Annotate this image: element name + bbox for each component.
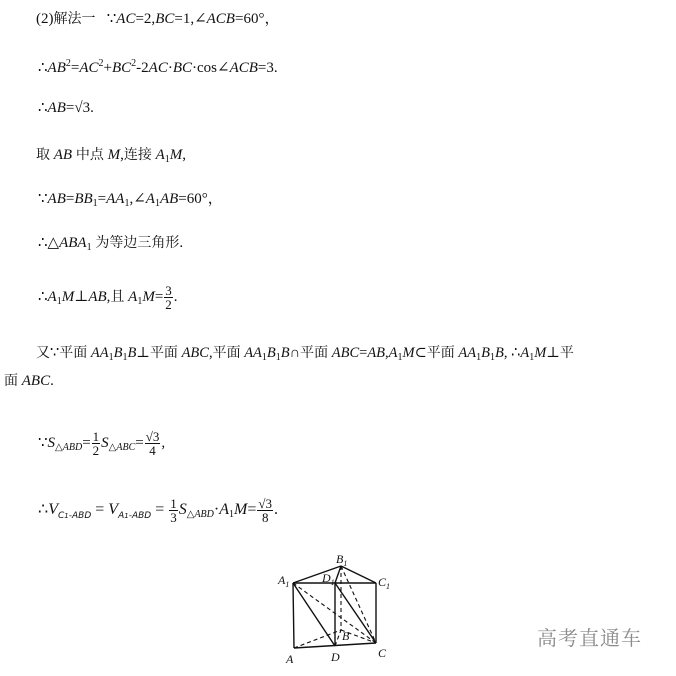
line-9: 面 ABC. [4, 373, 54, 389]
label-C1: $C_1$ [378, 575, 391, 591]
line-3: ∴AB=√3. [38, 100, 94, 116]
because-symbol: ∵ [106, 11, 117, 27]
label-D1: $D_1$ [322, 571, 335, 587]
line-1: (2)解法一 ∵AC=2,BC=1,∠ACB=60°， [36, 11, 280, 27]
fraction: $\frac{1}{3}$ [170, 496, 177, 525]
prism-figure [270, 545, 400, 670]
fraction: $\frac{√3}{4}$ [145, 429, 160, 458]
part-label: (2) [36, 11, 54, 27]
line-5: $\because AB=BB_1=AA_1,\angle A_1AB=60^\circ$， [38, 191, 223, 209]
label-C: C [378, 646, 387, 660]
label-A1: $A_1$ [278, 573, 290, 589]
line-11: $\therefore V_{C1-ABD} = V_{A1-ABD}$ = $\frac{1}{3}$ $S_{\triangle ABD}\cdot A_1M=$ $\frac{√3}{8}$ . [38, 496, 279, 525]
therefore-symbol: ∴ [38, 100, 48, 116]
because-symbol: ∵ [38, 191, 48, 207]
therefore-symbol: ∴ [38, 235, 48, 251]
line-7: $\therefore A_1M\perp AB$,且 $A_1M=$ $\frac{3}{2}$ . [38, 283, 178, 312]
label-B1: $B_1$ [336, 552, 348, 568]
line-10: $\because S_{\triangle ABD}=$ $\frac{1}{2}$ $S_{\triangle ABC}=$ $\frac{√3}{4}$ , [38, 429, 166, 458]
line-8: 又∵平面 $AA_1B_1B\perp$平面 ABC,平面 $AA_1B_1B\cap$平面 $ABC=AB,A_1M\subset$平面 $AA_1B_1B$, $\therefore A_1M\perp$平 [36, 345, 574, 363]
line-4: 取 AB 中点 M,连接 $A_1M$, [36, 147, 186, 165]
therefore-symbol: ∴ [38, 501, 49, 519]
fraction: $\frac{3}{2}$ [165, 283, 172, 312]
because-symbol: ∵ [38, 434, 48, 451]
fraction: $\frac{1}{2}$ [92, 429, 100, 458]
line-6: $\therefore\triangle ABA_1$ 为等边三角形. [38, 235, 184, 253]
line-2: $\therefore AB^2=AC^2+BC^2-2AC\cdot BC\cdot\cos\angle ACB=3$. [38, 58, 278, 76]
therefore-symbol: ∴ [38, 288, 48, 305]
label-A: A [286, 652, 294, 666]
watermark: 高考直通车 [537, 626, 642, 650]
method-label: 解法一 [53, 11, 96, 27]
fraction: $\frac{√3}{8}$ [258, 496, 273, 525]
label-D: D [331, 650, 340, 664]
therefore-symbol: ∴ [38, 60, 48, 76]
label-B: B [342, 629, 350, 643]
